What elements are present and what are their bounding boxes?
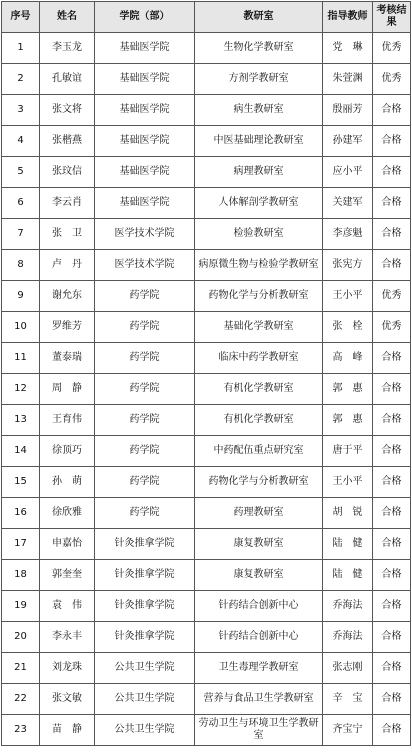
cell-dept: 劳动卫生与环境卫生学教研室	[195, 715, 323, 746]
cell-no: 22	[2, 684, 40, 715]
cell-school: 药学院	[95, 498, 195, 529]
cell-name: 徐欣雅	[40, 498, 95, 529]
cell-no: 17	[2, 529, 40, 560]
cell-school: 医学技术学院	[95, 219, 195, 250]
table-row	[2, 33, 411, 64]
table-row	[2, 219, 411, 250]
cell-no: 8	[2, 250, 40, 281]
cell-dept: 针药结合创新中心	[195, 622, 323, 653]
cell-tutor: 王小平	[323, 281, 373, 312]
cell-name: 孙 萌	[40, 467, 95, 498]
cell-result: 合格	[373, 188, 411, 219]
cell-result: 合格	[373, 653, 411, 684]
cell-no: 18	[2, 560, 40, 591]
cell-school: 基础医学院	[95, 157, 195, 188]
cell-tutor: 党 琳	[323, 33, 373, 64]
cell-school: 医学技术学院	[95, 250, 195, 281]
cell-school: 基础医学院	[95, 188, 195, 219]
cell-no: 16	[2, 498, 40, 529]
table-row	[2, 684, 411, 715]
cell-dept: 有机化学教研室	[195, 374, 323, 405]
table-row	[2, 529, 411, 560]
table-row	[2, 281, 411, 312]
cell-result: 合格	[373, 126, 411, 157]
cell-dept: 检验教研室	[195, 219, 323, 250]
header-row	[2, 2, 411, 33]
cell-result: 合格	[373, 560, 411, 591]
cell-tutor: 陆 健	[323, 529, 373, 560]
cell-name: 苗 静	[40, 715, 95, 746]
cell-tutor: 关建军	[323, 188, 373, 219]
cell-dept: 康复教研室	[195, 529, 323, 560]
cell-school: 针灸推拿学院	[95, 591, 195, 622]
cell-tutor: 张 栓	[323, 312, 373, 343]
cell-tutor: 朱萱渊	[323, 64, 373, 95]
cell-school: 针灸推拿学院	[95, 529, 195, 560]
cell-result: 合格	[373, 715, 411, 746]
cell-no: 19	[2, 591, 40, 622]
cell-name: 申嘉怡	[40, 529, 95, 560]
cell-result: 优秀	[373, 281, 411, 312]
cell-tutor: 辛 宝	[323, 684, 373, 715]
cell-no: 14	[2, 436, 40, 467]
table-row	[2, 250, 411, 281]
cell-dept: 病理教研室	[195, 157, 323, 188]
cell-result: 合格	[373, 374, 411, 405]
cell-tutor: 应小平	[323, 157, 373, 188]
header-result: 考核结果	[373, 2, 411, 33]
cell-no: 1	[2, 33, 40, 64]
cell-dept: 有机化学教研室	[195, 405, 323, 436]
cell-name: 谢允东	[40, 281, 95, 312]
cell-name: 卢 丹	[40, 250, 95, 281]
cell-school: 基础医学院	[95, 64, 195, 95]
cell-result: 合格	[373, 684, 411, 715]
cell-result: 合格	[373, 498, 411, 529]
cell-name: 张玟信	[40, 157, 95, 188]
cell-tutor: 胡 锐	[323, 498, 373, 529]
cell-result: 优秀	[373, 33, 411, 64]
cell-school: 药学院	[95, 405, 195, 436]
table-row	[2, 343, 411, 374]
cell-school: 药学院	[95, 436, 195, 467]
table-row	[2, 436, 411, 467]
cell-tutor: 张宪方	[323, 250, 373, 281]
table-row	[2, 591, 411, 622]
cell-result: 合格	[373, 436, 411, 467]
cell-no: 10	[2, 312, 40, 343]
cell-no: 4	[2, 126, 40, 157]
cell-no: 15	[2, 467, 40, 498]
table-row	[2, 95, 411, 126]
cell-name: 袁 伟	[40, 591, 95, 622]
cell-no: 7	[2, 219, 40, 250]
cell-result: 合格	[373, 467, 411, 498]
cell-result: 合格	[373, 157, 411, 188]
cell-no: 2	[2, 64, 40, 95]
cell-no: 6	[2, 188, 40, 219]
cell-school: 基础医学院	[95, 95, 195, 126]
cell-school: 公共卫生学院	[95, 684, 195, 715]
cell-name: 李云肖	[40, 188, 95, 219]
cell-school: 药学院	[95, 312, 195, 343]
table-row	[2, 188, 411, 219]
cell-tutor: 殷丽芳	[323, 95, 373, 126]
cell-dept: 药物化学与分析教研室	[195, 467, 323, 498]
cell-dept: 卫生毒理学教研室	[195, 653, 323, 684]
table-row	[2, 622, 411, 653]
table-row	[2, 467, 411, 498]
table-row	[2, 560, 411, 591]
cell-school: 公共卫生学院	[95, 715, 195, 746]
cell-tutor: 孙建军	[323, 126, 373, 157]
cell-school: 药学院	[95, 467, 195, 498]
cell-name: 董泰瑞	[40, 343, 95, 374]
cell-result: 合格	[373, 343, 411, 374]
cell-result: 优秀	[373, 312, 411, 343]
cell-dept: 中药配伍重点研究室	[195, 436, 323, 467]
cell-no: 20	[2, 622, 40, 653]
cell-dept: 方剂学教研室	[195, 64, 323, 95]
cell-name: 张 卫	[40, 219, 95, 250]
cell-name: 刘龙珠	[40, 653, 95, 684]
cell-name: 张文将	[40, 95, 95, 126]
cell-tutor: 郭 惠	[323, 405, 373, 436]
cell-no: 23	[2, 715, 40, 746]
cell-dept: 病原微生物与检验学教研室	[195, 250, 323, 281]
cell-result: 合格	[373, 405, 411, 436]
cell-name: 王育伟	[40, 405, 95, 436]
cell-tutor: 陆 健	[323, 560, 373, 591]
cell-no: 21	[2, 653, 40, 684]
cell-dept: 临床中药学教研室	[195, 343, 323, 374]
cell-name: 周 静	[40, 374, 95, 405]
cell-tutor: 唐于平	[323, 436, 373, 467]
cell-result: 合格	[373, 250, 411, 281]
header-dept: 教研室	[195, 2, 323, 33]
table-row	[2, 653, 411, 684]
cell-dept: 药理教研室	[195, 498, 323, 529]
cell-dept: 生物化学教研室	[195, 33, 323, 64]
cell-school: 公共卫生学院	[95, 653, 195, 684]
cell-dept: 药物化学与分析教研室	[195, 281, 323, 312]
cell-dept: 营养与食品卫生学教研室	[195, 684, 323, 715]
cell-tutor: 郭 惠	[323, 374, 373, 405]
cell-school: 基础医学院	[95, 126, 195, 157]
cell-name: 张文敏	[40, 684, 95, 715]
cell-school: 针灸推拿学院	[95, 560, 195, 591]
cell-tutor: 高 峰	[323, 343, 373, 374]
cell-name: 张楷燕	[40, 126, 95, 157]
cell-school: 药学院	[95, 374, 195, 405]
table-row	[2, 157, 411, 188]
cell-tutor: 王小平	[323, 467, 373, 498]
cell-name: 罗维芳	[40, 312, 95, 343]
cell-no: 5	[2, 157, 40, 188]
cell-dept: 康复教研室	[195, 560, 323, 591]
cell-result: 优秀	[373, 64, 411, 95]
cell-tutor: 齐宝宁	[323, 715, 373, 746]
table-row	[2, 715, 411, 746]
cell-dept: 基础化学教研室	[195, 312, 323, 343]
cell-name: 孔敏谊	[40, 64, 95, 95]
header-no: 序号	[2, 2, 40, 33]
header-name: 姓名	[40, 2, 95, 33]
cell-name: 徐顶巧	[40, 436, 95, 467]
cell-no: 12	[2, 374, 40, 405]
table-row	[2, 405, 411, 436]
cell-result: 合格	[373, 529, 411, 560]
cell-school: 药学院	[95, 343, 195, 374]
cell-name: 李永丰	[40, 622, 95, 653]
cell-school: 基础医学院	[95, 33, 195, 64]
cell-no: 9	[2, 281, 40, 312]
table-row	[2, 64, 411, 95]
cell-name: 郭奎奎	[40, 560, 95, 591]
cell-tutor: 张志刚	[323, 653, 373, 684]
assessment-results-sheet	[1, 1, 410, 754]
table-row	[2, 374, 411, 405]
cell-school: 药学院	[95, 281, 195, 312]
cell-result: 合格	[373, 219, 411, 250]
cell-no: 13	[2, 405, 40, 436]
cell-dept: 中医基础理论教研室	[195, 126, 323, 157]
cell-result: 合格	[373, 622, 411, 653]
header-tutor: 指导教师	[323, 2, 373, 33]
cell-no: 11	[2, 343, 40, 374]
cell-no: 3	[2, 95, 40, 126]
cell-school: 针灸推拿学院	[95, 622, 195, 653]
cell-result: 合格	[373, 95, 411, 126]
results-table	[1, 1, 411, 746]
header-school: 学院（部）	[95, 2, 195, 33]
cell-result: 合格	[373, 591, 411, 622]
cell-dept: 人体解剖学教研室	[195, 188, 323, 219]
table-row	[2, 498, 411, 529]
cell-name: 李玉龙	[40, 33, 95, 64]
cell-tutor: 乔海法	[323, 622, 373, 653]
table-row	[2, 312, 411, 343]
cell-tutor: 李彦魁	[323, 219, 373, 250]
cell-tutor: 乔海法	[323, 591, 373, 622]
cell-dept: 病生教研室	[195, 95, 323, 126]
cell-dept: 针药结合创新中心	[195, 591, 323, 622]
table-row	[2, 126, 411, 157]
